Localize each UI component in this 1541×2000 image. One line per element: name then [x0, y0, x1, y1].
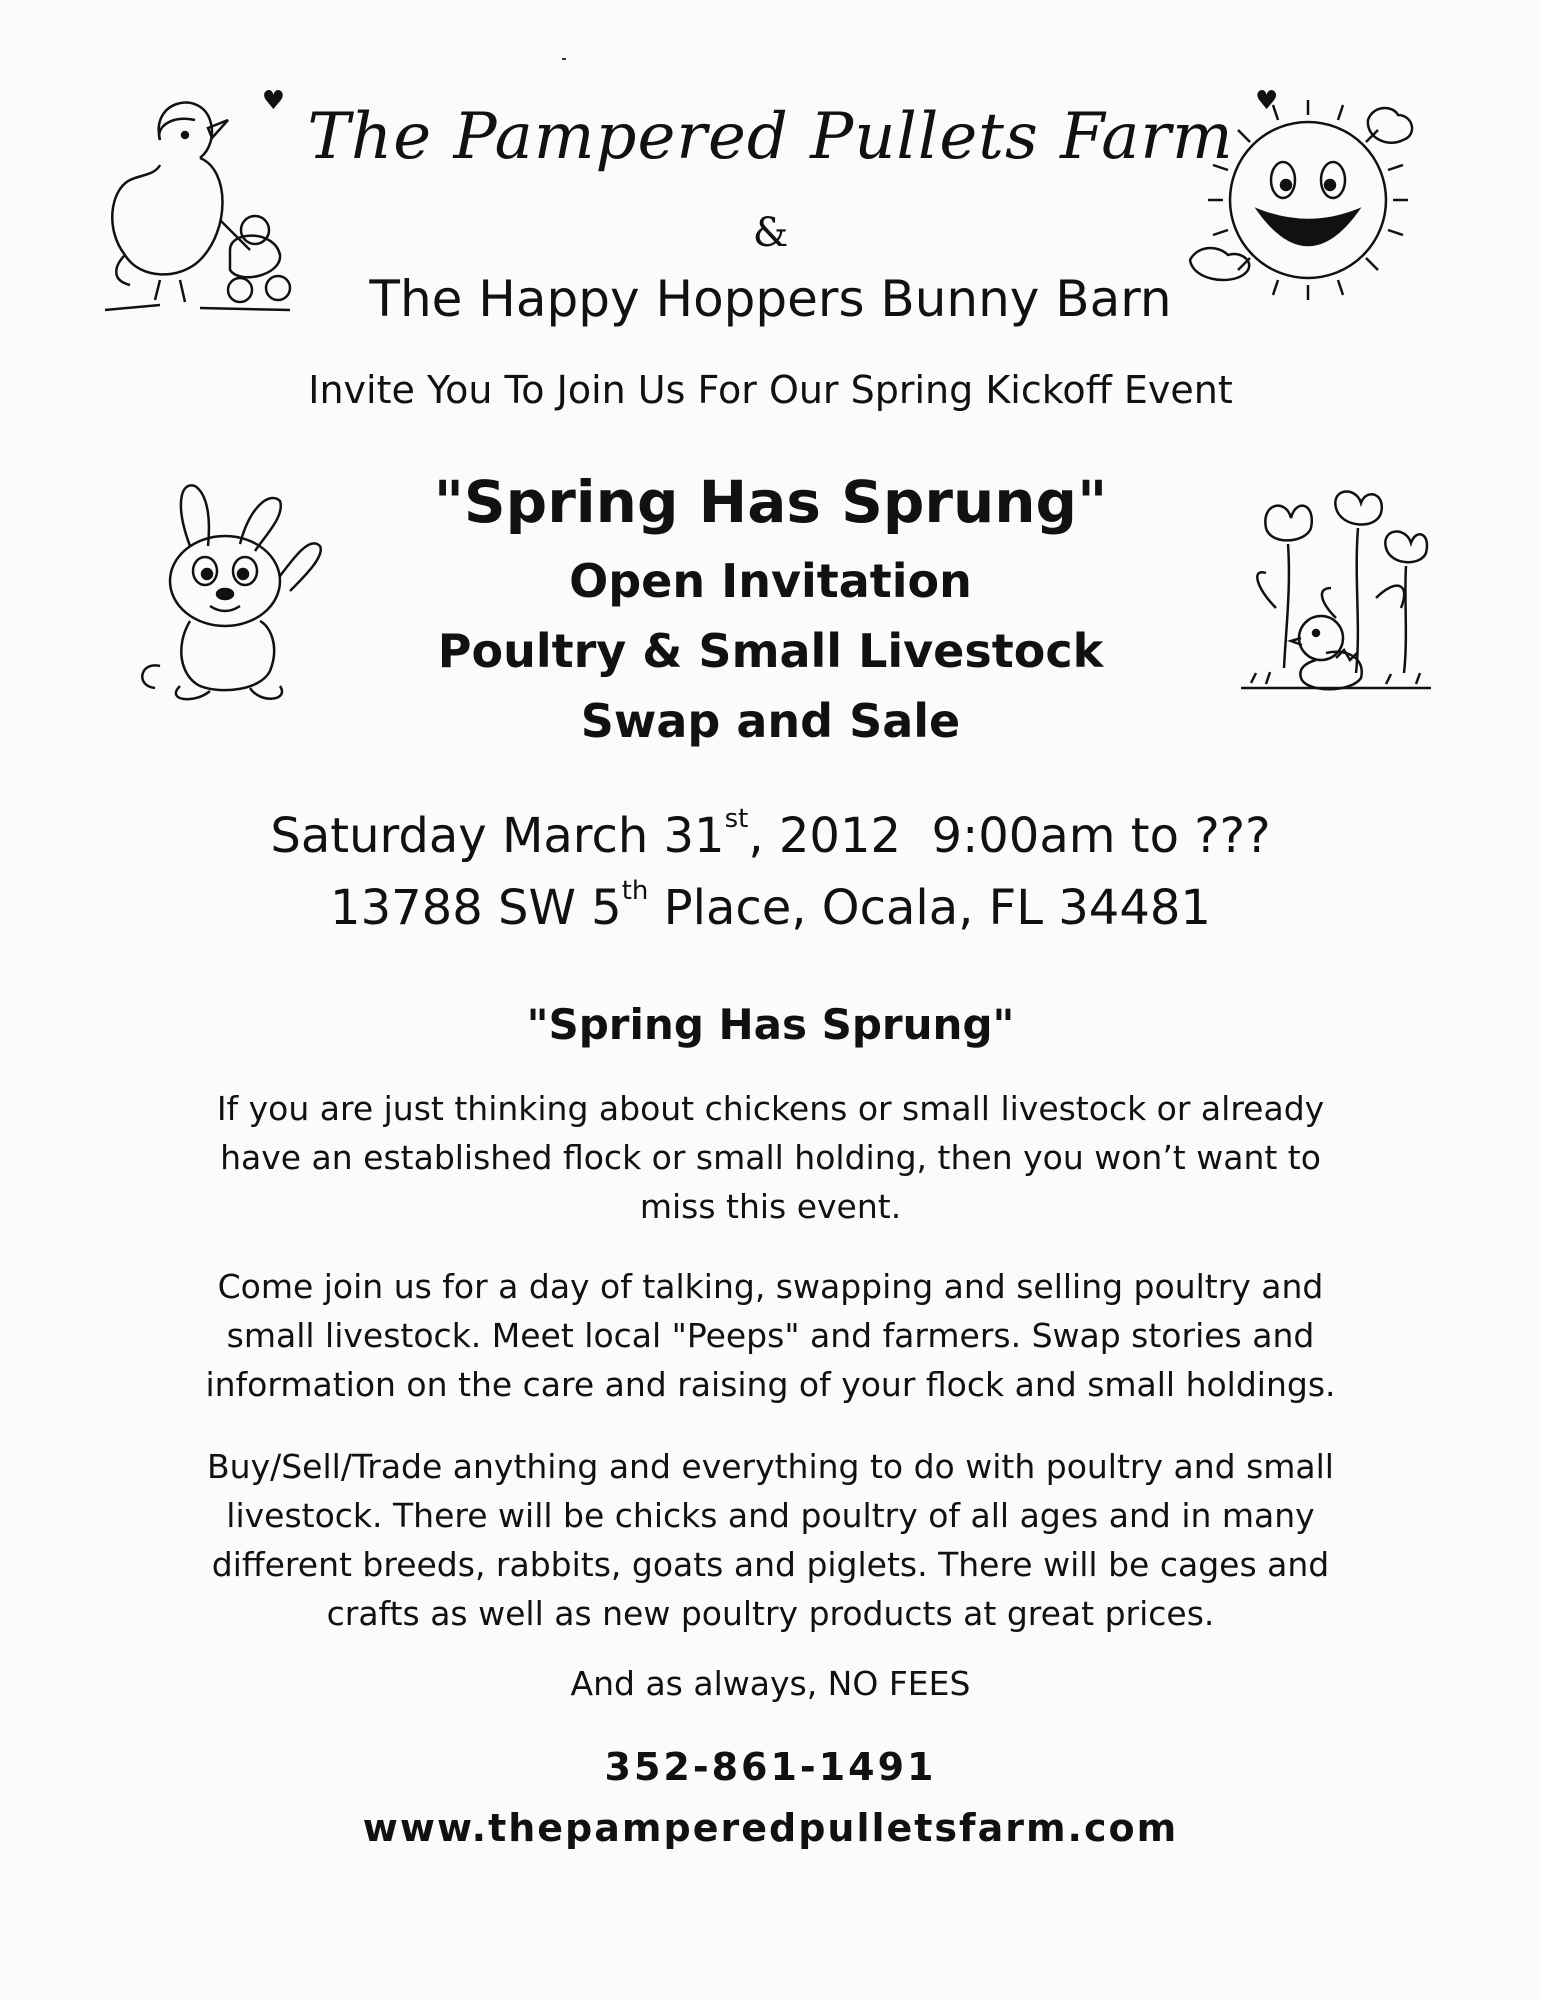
- speck: [562, 58, 566, 60]
- date-time-text: , 2012 9:00am to ???: [748, 808, 1271, 864]
- website-link[interactable]: www.thepamperedpulletsfarm.com: [362, 1806, 1179, 1850]
- paragraph-1: If you are just thinking about chickens or small livestock or already have an established flock or small holding, then you won’t want to miss this event.: [216, 1089, 1325, 1226]
- heart-icon: ♥: [261, 86, 287, 116]
- date-suffix: st: [724, 804, 749, 834]
- address-number: 13788 SW 5: [330, 880, 622, 936]
- paragraph-3: Buy/Sell/Trade anything and everything to do with poultry and small livestock. There will be chicks and poultry of all ages and in many different breeds, rabbits, goats and piglets. There will be cages and crafts as well as new poultry products at great prices.: [207, 1447, 1334, 1633]
- farm-name-text: The Pampered Pullets Farm: [307, 100, 1234, 174]
- second-farm-name: The Happy Hoppers Bunny Barn: [369, 270, 1172, 328]
- ampersand: &: [752, 210, 789, 256]
- farm-name: [0, 86, 1541, 174]
- address-text: Place, Ocala, FL 34481: [648, 880, 1211, 936]
- event-title: "Spring Has Sprung": [433, 468, 1108, 536]
- event-subtitle-3: Swap and Sale: [580, 694, 961, 748]
- phone-number: 352-861-1491: [604, 1745, 937, 1789]
- invite-line: Invite You To Join Us For Our Spring Kickoff Event: [308, 368, 1233, 412]
- paragraph-2: Come join us for a day of talking, swapping and selling poultry and small livestock. Meet local "Peeps" and farmers. Swap stories and information on the care and raising of your flock and small holdings.: [205, 1267, 1336, 1404]
- address-suffix: th: [621, 876, 649, 906]
- body-title: "Spring Has Sprung": [526, 1000, 1015, 1049]
- heart-icon: ♥: [1254, 86, 1280, 116]
- event-date: [0, 804, 1541, 864]
- event-subtitle-1: Open Invitation: [569, 554, 972, 608]
- date-text: Saturday March 31: [270, 808, 725, 864]
- event-subtitle-2: Poultry & Small Livestock: [437, 624, 1104, 678]
- event-address: [0, 876, 1541, 936]
- no-fees-line: And as always, NO FEES: [570, 1664, 971, 1703]
